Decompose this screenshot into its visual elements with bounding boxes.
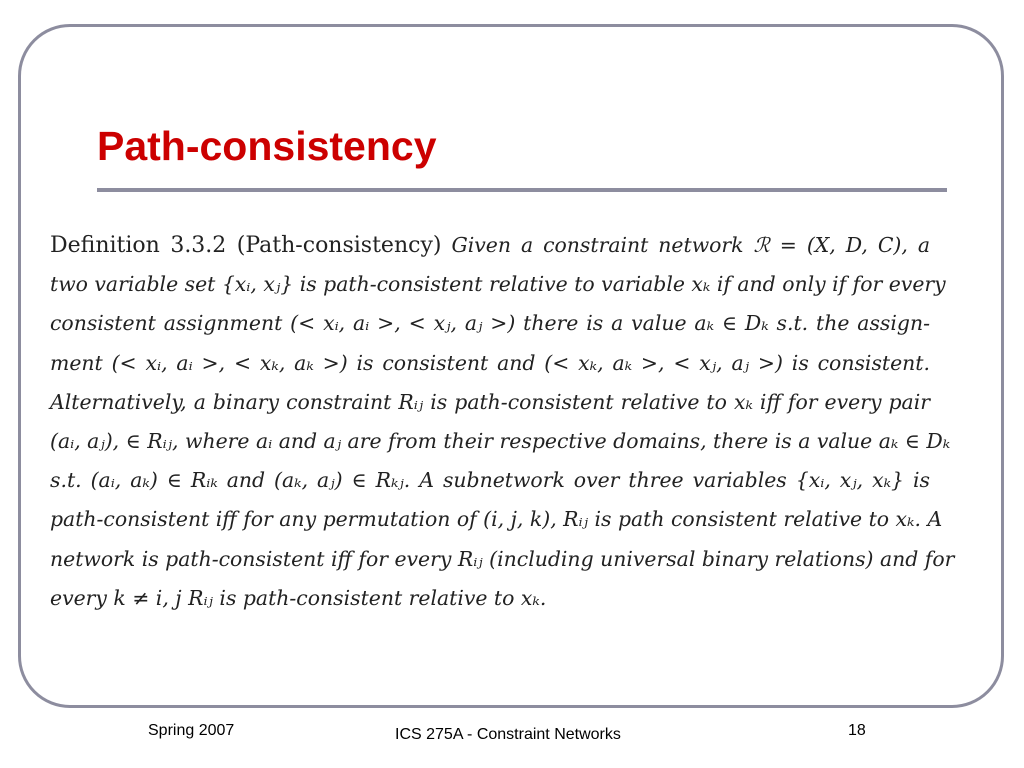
definition-line: ment (< xᵢ, aᵢ >, < xₖ, aₖ >) is consistent and (< xₖ, aₖ >, < xⱼ, aⱼ >) is consistent. <box>50 350 930 375</box>
definition-line: two variable set {xᵢ, xⱼ} is path-consistent relative to variable xₖ if and only if for every <box>50 272 946 297</box>
title-divider <box>97 188 947 192</box>
definition-line: Alternatively, a binary constraint Rᵢⱼ is path-consistent relative to xₖ iff for every pair <box>50 389 930 414</box>
definition-line: consistent assignment (< xᵢ, aᵢ >, < xⱼ, aⱼ >) there is a value aₖ ∈ Dₖ s.t. the assign- <box>50 311 930 336</box>
definition-line: Definition 3.3.2 (Path-consistency) Given a constraint network ℛ = (X, D, C), a <box>50 233 931 258</box>
footer-date: Spring 2007 <box>148 722 235 739</box>
definition-line: network is path-consistent iff for every Rᵢⱼ (including universal binary relations) and for <box>50 546 955 571</box>
definition-line: every k ≠ i, j Rᵢⱼ is path-consistent relative to xₖ. <box>50 585 547 610</box>
definition-block <box>50 226 955 618</box>
definition-line: (aᵢ, aⱼ), ∈ Rᵢⱼ, where aᵢ and aⱼ are from their respective domains, there is a value aₖ ∈ Dₖ <box>50 429 951 454</box>
definition-line: s.t. (aᵢ, aₖ) ∈ Rᵢₖ and (aₖ, aⱼ) ∈ Rₖⱼ. A subnetwork over three variables {xᵢ, xⱼ, xₖ} is <box>50 468 930 493</box>
definition-heading: Definition 3.3.2 (Path-consistency) <box>50 233 442 258</box>
footer-page-number: 18 <box>848 722 866 739</box>
footer-course: ICS 275A - Constraint Networks <box>395 726 621 743</box>
definition-line: path-consistent iff for any permutation of (i, j, k), Rᵢⱼ is path consistent relative to xₖ. A <box>50 507 943 532</box>
slide-title: Path-consistency <box>97 123 437 169</box>
